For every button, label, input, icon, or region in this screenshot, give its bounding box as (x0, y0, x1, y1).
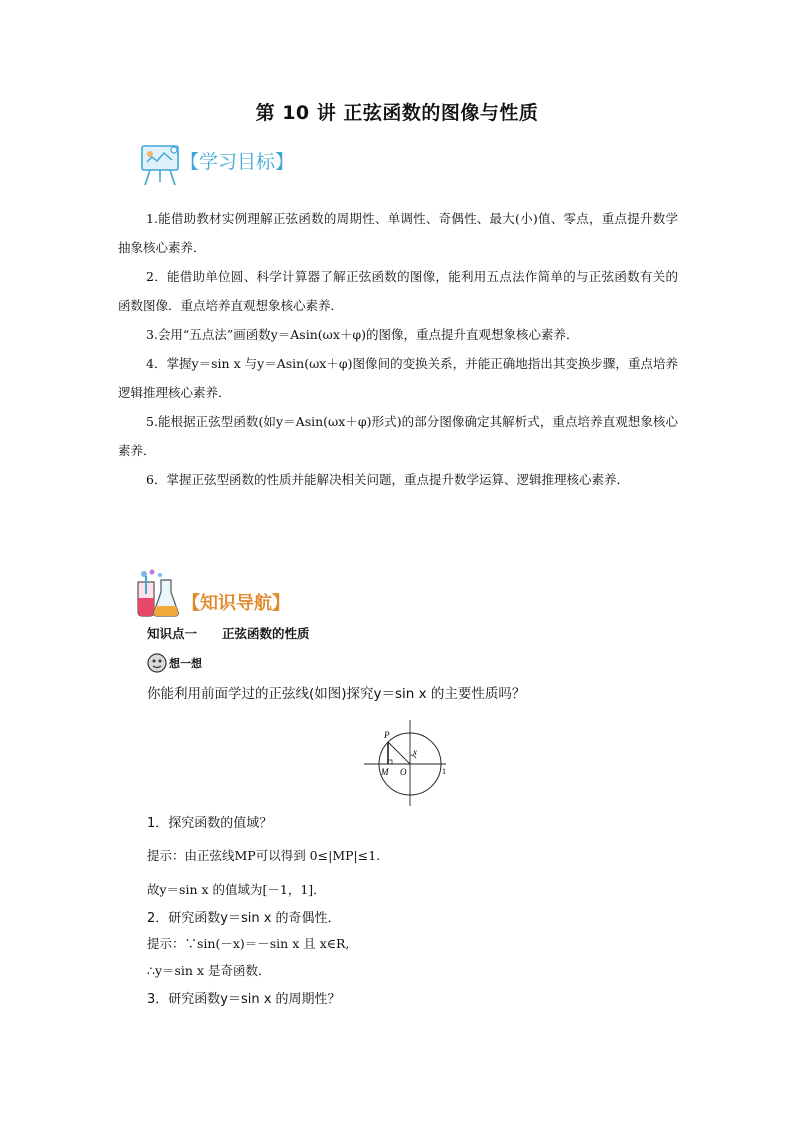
think-label: 想一想 (169, 657, 202, 670)
unit-circle-figure (360, 714, 460, 808)
point-m-label: M (381, 767, 389, 777)
page-title: 第 10 讲 正弦函数的图像与性质 (255, 102, 539, 124)
teacher-board-icon (136, 140, 184, 188)
question-text: 你能利用前面学过的正弦线(如图)探究y＝sin x 的主要性质吗？ (147, 686, 526, 702)
objective-5: 5.能根据正弦型函数(如y＝Asin(ωx＋φ)形式)的部分图像确定其解析式，重点培养直观想象核心素养． (118, 414, 678, 458)
lab-flask-icon (130, 568, 180, 618)
objective-2: 2．能借助单位圆、科学计算器了解正弦函数的图像，能利用五点法作简单的与正弦函数有关的函数图像．重点培养直观想象核心素养． (118, 269, 678, 313)
point-p-label: P (384, 730, 390, 740)
item-1: 1．探究函数的值域？ (147, 816, 273, 831)
angle-x-label: x (413, 747, 417, 757)
hint-2: 提示：∵sin(－x)＝－sin x 且 x∈R, (147, 936, 350, 951)
hint-1: 提示：由正弦线MP可以得到 0≤|MP|≤1. (147, 848, 381, 863)
item-2: 2．研究函数y＝sin x 的奇偶性． (147, 911, 341, 926)
origin-label: O (400, 767, 407, 777)
objective-6: 6．掌握正弦型函数的性质并能解决相关问题，重点提升数学运算、逻辑推理核心素养． (146, 472, 629, 487)
one-label: 1 (442, 767, 446, 776)
objective-1: 1.能借助教材实例理解正弦函数的周期性、单调性、奇偶性、最大(小)值、零点，重点提升数学抽象核心素养． (118, 211, 678, 255)
section-heading-learning-objectives: 【学习目标】 (180, 151, 295, 173)
knowledge-point-title: 知识点一 正弦函数的性质 (147, 626, 310, 641)
objective-4: 4．掌握y＝sin x 与y＝Asin(ωx＋φ)图像间的变换关系，并能正确地指出其变换步骤，重点培养逻辑推理核心素养． (118, 356, 678, 400)
thinking-face-icon (147, 653, 167, 673)
objective-3: 3.会用“五点法”画函数y＝Asin(ωx＋φ)的图像，重点提升直观想象核心素养． (146, 327, 579, 342)
hint-2-result: ∴y＝sin x 是奇函数． (147, 963, 271, 978)
section-heading-knowledge-navigation: 【知识导航】 (182, 593, 290, 614)
hint-1-result: 故y＝sin x 的值域为[－1，1]． (147, 882, 326, 897)
item-3: 3．研究函数y＝sin x 的周期性？ (147, 992, 341, 1007)
think-badge (147, 652, 202, 674)
